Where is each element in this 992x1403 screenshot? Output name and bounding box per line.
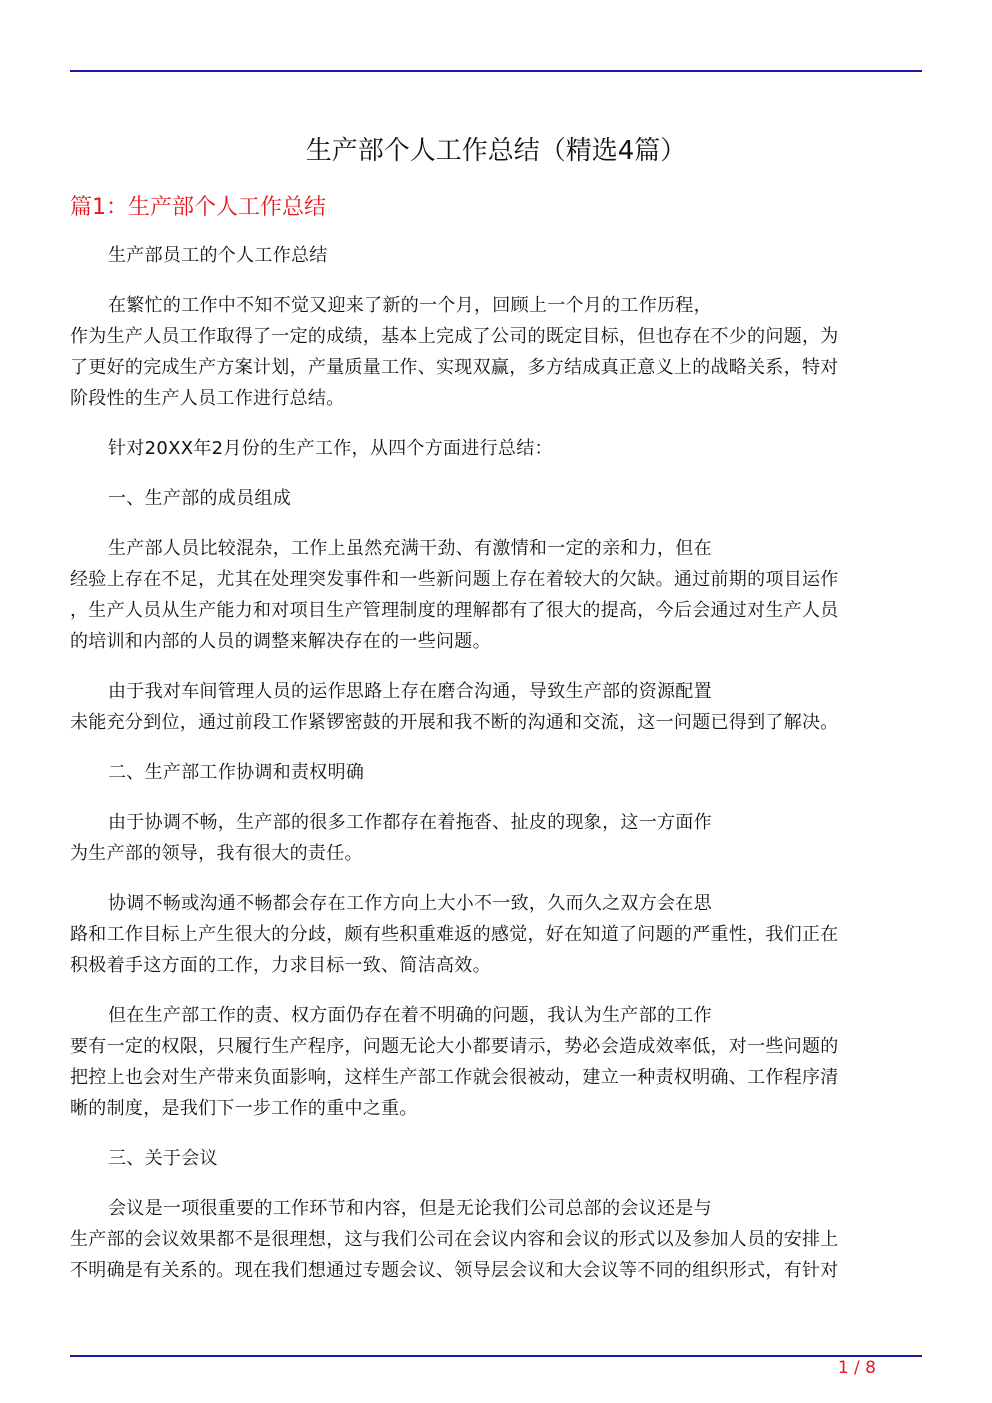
paragraph	[70, 888, 920, 981]
paragraph-line: 由于我对车间管理人员的运作思路上存在磨合沟通，导致生产部的资源配置	[108, 681, 712, 702]
paragraph-line: 了更好的完成生产方案计划，产量质量工作、实现双赢，多方结成真正意义上的战略关系，特对	[70, 357, 839, 378]
paragraph-line: 生产部员工的个人工作总结	[108, 245, 328, 266]
paragraph	[70, 757, 920, 788]
paragraph	[70, 807, 920, 869]
paragraph-line: 由于协调不畅，生产部的很多工作都存在着拖沓、扯皮的现象，这一方面作	[108, 812, 712, 833]
paragraph	[70, 483, 920, 514]
paragraph	[70, 1000, 920, 1124]
paragraph-line: 会议是一项很重要的工作环节和内容，但是无论我们公司总部的会议还是与	[108, 1198, 712, 1219]
paragraph-line: 积极着手这方面的工作，力求目标一致、简洁高效。	[70, 955, 491, 976]
page-number: 1 / 8	[837, 1358, 876, 1378]
paragraph-line: 在繁忙的工作中不知不觉又迎来了新的一个月，回顾上一个月的工作历程，	[108, 295, 712, 316]
paragraph-line: 路和工作目标上产生很大的分歧，颇有些积重难返的感觉，好在知道了问题的严重性，我们正在	[70, 924, 839, 945]
paragraph-line: 生产部的会议效果都不是很理想，这与我们公司在会议内容和会议的形式以及参加人员的安排上	[70, 1229, 839, 1250]
paragraph-line: 作为生产人员工作取得了一定的成绩，基本上完成了公司的既定目标，但也存在不少的问题，为	[70, 326, 839, 347]
paragraph	[70, 1143, 920, 1174]
paragraph-line: 要有一定的权限，只履行生产程序，问题无论大小都要请示，势必会造成效率低，对一些问题的	[70, 1036, 839, 1057]
paragraph-line: 三、关于会议	[108, 1148, 218, 1169]
paragraph-line: ，生产人员从生产能力和对项目生产管理制度的理解都有了很大的提高，今后会通过对生产人员	[70, 600, 839, 621]
paragraph	[70, 533, 920, 657]
paragraph	[70, 290, 920, 414]
document-body	[70, 240, 920, 1305]
paragraph	[70, 240, 920, 271]
paragraph-line: 不明确是有关系的。现在我们想通过专题会议、领导层会议和大会议等不同的组织形式，有针对	[70, 1260, 839, 1281]
paragraph	[70, 433, 920, 464]
paragraph-line: 一、生产部的成员组成	[108, 488, 291, 509]
paragraph-line: 阶段性的生产人员工作进行总结。	[70, 388, 345, 409]
paragraph-line: 为生产部的领导，我有很大的责任。	[70, 843, 363, 864]
paragraph-line: 未能充分到位，通过前段工作紧锣密鼓的开展和我不断的沟通和交流，这一问题已得到了解决。	[70, 712, 839, 733]
header-divider	[70, 70, 922, 72]
paragraph-line: 但在生产部工作的责、权方面仍存在着不明确的问题，我认为生产部的工作	[108, 1005, 712, 1026]
paragraph-line: 生产部人员比较混杂，工作上虽然充满干劲、有激情和一定的亲和力，但在	[108, 538, 712, 559]
paragraph	[70, 676, 920, 738]
paragraph	[70, 1193, 920, 1286]
document-title: 生产部个人工作总结（精选4篇）	[305, 136, 687, 166]
paragraph-line: 的培训和内部的人员的调整来解决存在的一些问题。	[70, 631, 491, 652]
paragraph-line: 经验上存在不足，尤其在处理突发事件和一些新问题上存在着较大的欠缺。通过前期的项目运作	[70, 569, 839, 590]
paragraph-line: 协调不畅或沟通不畅都会存在工作方向上大小不一致，久而久之双方会在思	[108, 893, 712, 914]
section-heading: 篇1：生产部个人工作总结	[70, 195, 326, 220]
paragraph-line: 把控上也会对生产带来负面影响，这样生产部工作就会很被动，建立一种责权明确、工作程序清	[70, 1067, 839, 1088]
paragraph-line: 晰的制度，是我们下一步工作的重中之重。	[70, 1098, 418, 1119]
paragraph-line: 二、生产部工作协调和责权明确	[108, 762, 365, 783]
footer-divider	[70, 1355, 922, 1357]
paragraph-line: 针对20XX年2月份的生产工作，从四个方面进行总结：	[108, 438, 553, 459]
